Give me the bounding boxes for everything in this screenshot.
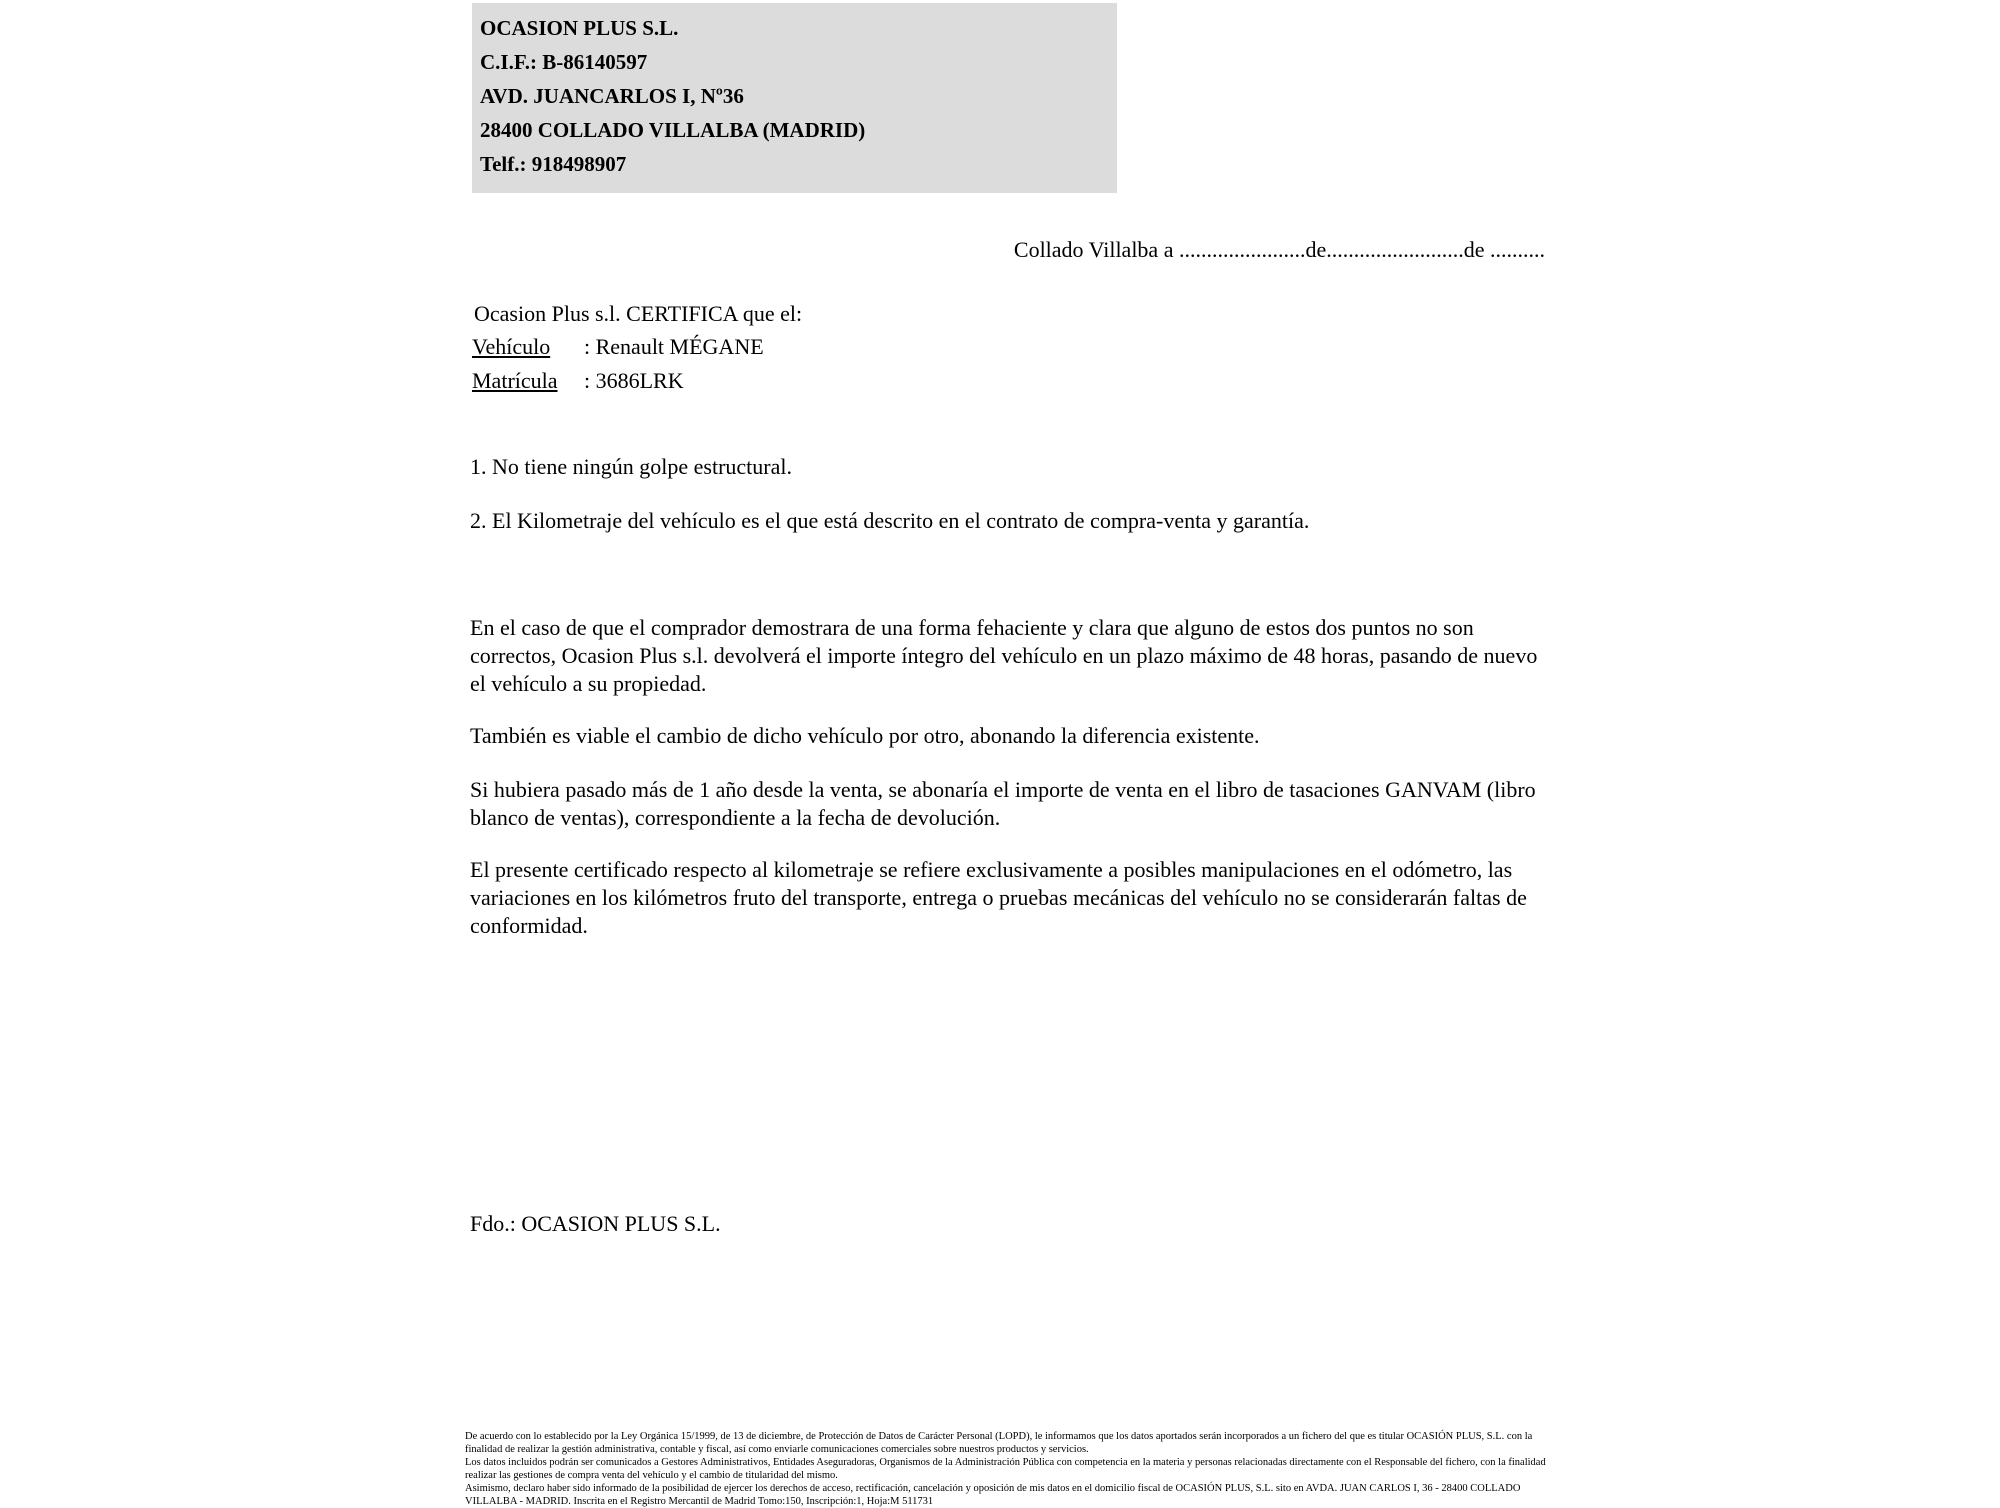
company-address: AVD. JUANCARLOS I, Nº36: [480, 84, 744, 108]
odometer-clause-paragraph: El presente certificado respecto al kilometraje se refiere exclusivamente a posibles manipulaciones en el odómetro, las variaciones en los kilómetros fruto del transporte, entrega o pruebas mecánicas del vehículo no se considerarán faltas de conformidad.: [470, 857, 1527, 938]
legal-footer-paragraph-data-sharing: Los datos incluidos podrán ser comunicados a Gestores Administrativos, Entidades Aseguradoras, Organismos de la Administración Pública con competencia en la materia y personas relacionadas directamente con el Responsable del fichero, con la finalidad realizar las gestiones de compra venta del vehículo y el cambio de titularidad del mismo.: [465, 1457, 1546, 1481]
vehicle-value: : Renault MÉGANE: [584, 334, 764, 359]
ganvam-clause-paragraph: Si hubiera pasado más de 1 año desde la venta, se abonaría el importe de venta en el libro de tasaciones GANVAM (libro blanco de ventas), correspondiente a la fecha de devolución.: [470, 777, 1536, 830]
company-header-block: [472, 3, 1117, 193]
company-name: OCASION PLUS S.L.: [480, 16, 679, 40]
company-cif: C.I.F.: B-86140597: [480, 50, 648, 74]
plate-value: : 3686LRK: [584, 368, 684, 393]
legal-footer-paragraph-lopd: De acuerdo con lo establecido por la Ley Orgánica 15/1999, de 13 de diciembre, de Protección de Datos de Carácter Personal (LOPD), le informamos que los datos aportados serán incorporados a un fichero del que es titular OCASIÓN PLUS, S.L. con la finalidad de realizar la gestión administrativa, contable y fiscal, así como enviarle comunicaciones comerciales sobre nuestros productos y servicios.: [465, 1431, 1533, 1455]
company-city: 28400 COLLADO VILLALBA (MADRID): [480, 118, 866, 142]
certified-point-2: 2. El Kilometraje del vehículo es el que está descrito en el contrato de compra-venta y garantía.: [470, 508, 1310, 533]
legal-footer-paragraph-rights: Asimismo, declaro haber sido informado de la posibilidad de ejercer los derechos de acceso, rectificación, cancelación y oposición de mis datos en el domicilio fiscal de OCASIÓN PLUS, S.L. sito en AVDA. JUAN CARLOS I, 36 - 28400 COLLADO VILLALBA - MADRID. Inscrita en el Registro Mercantil de Madrid Tomo:150, Inscripción:1, Hoja:M 511731: [465, 1483, 1521, 1507]
certified-point-1: 1. No tiene ningún golpe estructural.: [470, 454, 792, 479]
plate-line: [472, 367, 684, 395]
plate-label: Matrícula: [472, 368, 558, 393]
vehicle-line: [472, 333, 764, 361]
refund-clause-paragraph: En el caso de que el comprador demostrara de una forma fehaciente y clara que alguno de estos dos puntos no son correctos, Ocasion Plus s.l. devolverá el importe íntegro del vehículo en un plazo máximo de 48 horas, pasando de nuevo el vehículo a su propiedad.: [470, 615, 1538, 696]
certify-intro: Ocasion Plus s.l. CERTIFICA que el:: [474, 301, 803, 326]
exchange-clause-paragraph: También es viable el cambio de dicho vehículo por otro, abonando la diferencia existente.: [470, 723, 1260, 748]
legal-footer: [465, 1430, 1555, 1508]
date-place-line: Collado Villalba a .......................de.........................de ..........: [1013, 237, 1545, 262]
vehicle-label: Vehículo: [472, 334, 551, 359]
company-phone: Telf.: 918498907: [480, 152, 627, 176]
signature-line: Fdo.: OCASION PLUS S.L.: [470, 1211, 721, 1236]
